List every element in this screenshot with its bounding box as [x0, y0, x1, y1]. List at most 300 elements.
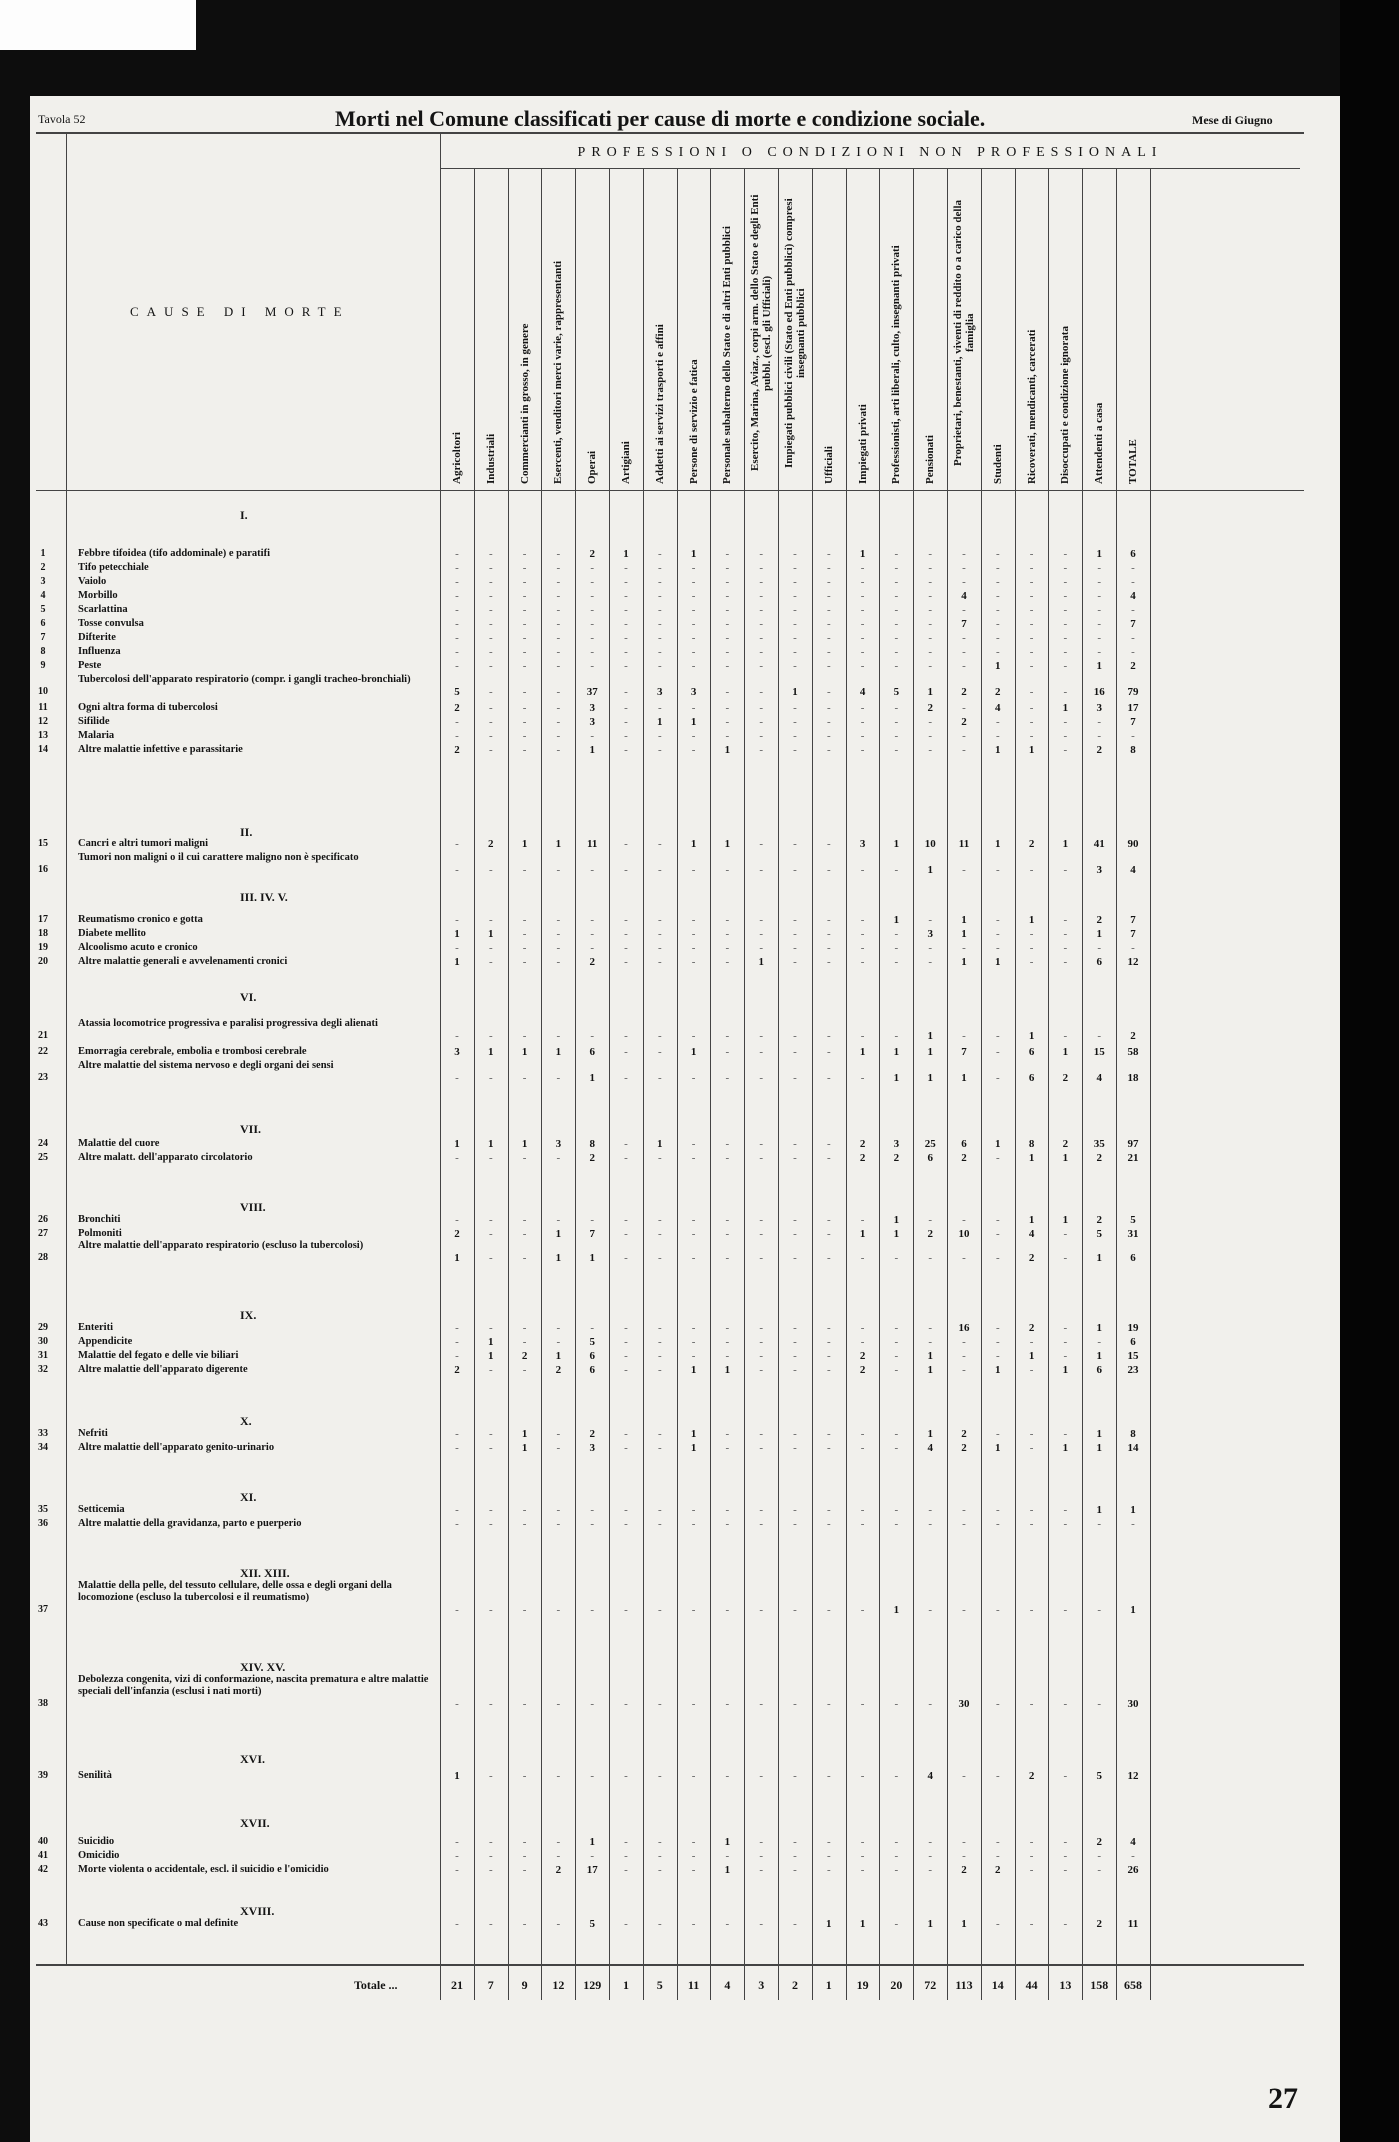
data-cell: 11 [586, 838, 598, 850]
data-cell: - [1029, 1698, 1034, 1710]
data-cell: - [860, 632, 865, 644]
data-cell: - [928, 1252, 933, 1264]
data-cell: - [725, 1442, 730, 1454]
data-cell: - [624, 618, 628, 630]
data-cell: - [522, 646, 527, 658]
data-cell: - [488, 1518, 493, 1530]
data-cell: - [894, 1836, 899, 1848]
data-cell: - [624, 1698, 628, 1710]
data-cell: - [657, 1428, 662, 1440]
data-cell: - [759, 1072, 764, 1084]
data-cell: - [793, 646, 797, 658]
cause-label: Suicidio [78, 1836, 115, 1847]
data-cell: - [1063, 1504, 1068, 1516]
data-cell: - [522, 702, 527, 714]
data-cell: - [522, 914, 527, 926]
cause-label: Scarlattina [78, 604, 128, 615]
data-cell: - [488, 1604, 493, 1616]
data-cell: - [826, 1322, 831, 1334]
data-cell: - [995, 1604, 1000, 1616]
data-cell: - [455, 864, 459, 876]
data-cell: - [522, 1364, 527, 1376]
data-cell: - [826, 590, 831, 602]
row-number: 17 [38, 914, 48, 925]
data-cell: - [860, 1770, 865, 1782]
data-cell: - [725, 730, 730, 742]
cause-label: Altre malattie dell'apparato genito-urinario [78, 1442, 275, 1453]
row-number: 25 [38, 1152, 48, 1163]
data-cell: 1 [521, 1428, 528, 1440]
data-cell: - [522, 1918, 527, 1930]
data-cell: - [860, 646, 865, 658]
data-cell: - [590, 1604, 595, 1616]
data-cell: - [488, 1322, 493, 1334]
data-cell: - [759, 1322, 764, 1334]
data-cell: 1 [995, 1364, 1001, 1376]
data-cell: - [928, 632, 933, 644]
data-cell: - [759, 1604, 764, 1616]
data-cell: - [488, 1698, 493, 1710]
data-cell: - [657, 1228, 662, 1240]
row-total-cell: 79 [1127, 686, 1139, 698]
data-cell: - [826, 1604, 831, 1616]
data-cell: - [657, 1770, 662, 1782]
data-cell: 1 [1028, 1214, 1035, 1226]
data-cell: - [556, 716, 561, 728]
cause-label: Debolezza congenita, vizi di conformazione, nascita prematura e altre malattie speciali dell'infanzia (esclusi i nati morti) [78, 1674, 429, 1697]
data-cell: - [860, 702, 865, 714]
data-cell: 1 [792, 686, 798, 698]
data-cell: - [488, 1918, 493, 1930]
data-cell: - [455, 660, 459, 672]
data-cell: - [624, 1350, 628, 1362]
cause-label: Altre malattie dell'apparato respiratorio (escluso la tubercolosi) [78, 1240, 364, 1251]
data-cell: - [556, 618, 561, 630]
data-cell: 3 [690, 686, 697, 698]
data-cell: - [488, 1152, 493, 1164]
data-cell: - [556, 1152, 561, 1164]
row-number: 6 [40, 618, 46, 629]
data-cell: - [556, 730, 561, 742]
data-cell: 1 [1096, 1350, 1102, 1362]
data-cell: - [455, 646, 459, 658]
data-cell: 1 [995, 660, 1001, 672]
data-cell: - [928, 1214, 933, 1226]
data-cell: - [691, 928, 696, 940]
data-cell: 1 [1028, 1030, 1035, 1042]
section-heading: XVII. [240, 1816, 270, 1830]
data-cell: - [657, 1836, 662, 1848]
data-cell: 1 [927, 864, 933, 876]
data-cell: 5 [893, 686, 900, 698]
data-cell: - [488, 914, 493, 926]
data-cell: 10 [958, 1228, 970, 1240]
total-cell: 9 [521, 1978, 528, 1992]
data-cell: - [556, 744, 561, 756]
data-cell: - [488, 632, 493, 644]
data-cell: - [860, 1336, 865, 1348]
data-cell: 1 [589, 1072, 595, 1084]
data-cell: 8 [1028, 1138, 1035, 1150]
data-cell: - [759, 576, 764, 588]
data-cell: - [657, 956, 662, 968]
data-cell: - [1063, 1350, 1068, 1362]
data-cell: - [1029, 1850, 1034, 1862]
data-cell: - [725, 956, 730, 968]
data-cell: - [894, 1030, 899, 1042]
data-cell: - [1029, 562, 1034, 574]
cause-label: Morte violenta o accidentale, escl. il suicidio e l'omicidio [78, 1864, 329, 1875]
row-total-cell: 90 [1127, 838, 1139, 850]
data-cell: - [556, 548, 561, 560]
cause-label: Altre malatt. dell'apparato circolatorio [78, 1152, 253, 1163]
column-header: Impiegati pubblici civili (Stato ed Enti pubblici) compresi insegnanti pubblici [782, 198, 807, 468]
row-total-cell: - [1131, 1850, 1135, 1862]
data-cell: - [1029, 702, 1034, 714]
data-cell: - [894, 1518, 899, 1530]
data-cell: - [759, 1698, 764, 1710]
data-cell: - [657, 1336, 662, 1348]
data-cell: - [793, 576, 797, 588]
data-cell: 2 [1096, 1152, 1102, 1164]
data-cell: - [657, 660, 662, 672]
data-cell: - [793, 956, 797, 968]
data-cell: - [556, 702, 561, 714]
data-cell: - [488, 1442, 493, 1454]
data-cell: - [1063, 590, 1068, 602]
data-cell: - [962, 1350, 966, 1362]
data-cell: - [759, 730, 764, 742]
row-number: 23 [38, 1072, 48, 1083]
data-cell: - [928, 576, 933, 588]
cause-label: Diabete mellito [78, 928, 146, 939]
data-cell: 2 [589, 1152, 595, 1164]
data-cell: - [793, 660, 797, 672]
data-cell: - [556, 1336, 561, 1348]
data-cell: 37 [586, 686, 598, 698]
data-cell: 2 [859, 1364, 866, 1376]
data-cell: - [691, 744, 696, 756]
data-cell: - [928, 1836, 933, 1848]
data-cell: - [826, 1072, 831, 1084]
data-cell: - [691, 864, 696, 876]
data-cell: - [1029, 1364, 1034, 1376]
data-cell: 1 [724, 838, 731, 850]
data-cell: 1 [893, 1604, 900, 1616]
data-cell: 25 [924, 1138, 936, 1150]
row-number: 13 [38, 730, 48, 741]
data-cell: 7 [589, 1228, 595, 1240]
data-cell: - [691, 1322, 696, 1334]
cause-label: Tumori non maligni o il cui carattere maligno non è specificato [78, 852, 359, 863]
column-header: Commercianti in grosso, in genere [518, 323, 531, 484]
data-cell: - [1063, 744, 1068, 756]
column-header: Artigiani [619, 441, 632, 484]
cause-label: Polmoniti [78, 1228, 122, 1239]
column-divider [1116, 168, 1117, 2000]
data-cell: - [657, 702, 662, 714]
data-cell: - [793, 1336, 797, 1348]
data-cell: - [1097, 942, 1102, 954]
data-cell: - [624, 1252, 628, 1264]
data-cell: - [556, 864, 561, 876]
data-cell: - [455, 1864, 459, 1876]
data-cell: - [657, 838, 662, 850]
data-cell: - [962, 744, 966, 756]
data-cell: - [624, 1428, 628, 1440]
data-cell: - [860, 1428, 865, 1440]
section-heading: XII. XIII. [240, 1566, 290, 1580]
data-cell: - [522, 1152, 527, 1164]
data-cell: 3 [589, 716, 595, 728]
data-cell: - [725, 618, 730, 630]
cause-label: Sifilide [78, 716, 110, 727]
data-cell: - [928, 548, 933, 560]
data-cell: 1 [1096, 660, 1102, 672]
row-number: 1 [40, 548, 46, 559]
data-cell: - [793, 1504, 797, 1516]
row-total-cell: 19 [1127, 1322, 1139, 1334]
data-cell: - [826, 744, 831, 756]
data-cell: - [1063, 1698, 1068, 1710]
data-cell: - [1063, 618, 1068, 630]
data-cell: - [657, 1364, 662, 1376]
data-cell: - [793, 1442, 797, 1454]
data-cell: - [455, 1428, 459, 1440]
data-cell: 1 [690, 548, 697, 560]
data-cell: - [590, 590, 595, 602]
data-cell: - [691, 632, 696, 644]
data-cell: - [556, 660, 561, 672]
data-cell: - [962, 942, 966, 954]
total-cell: 1 [623, 1978, 629, 1992]
data-cell: - [1063, 1518, 1068, 1530]
data-cell: 1 [1028, 1152, 1035, 1164]
data-cell: - [826, 730, 831, 742]
data-cell: - [1063, 864, 1068, 876]
data-cell: - [691, 914, 696, 926]
cause-label: Influenza [78, 646, 121, 657]
data-cell: - [488, 956, 493, 968]
data-cell: 1 [454, 1252, 460, 1264]
row-total-cell: 1 [1130, 1504, 1136, 1516]
data-cell: - [1029, 618, 1034, 630]
data-cell: - [928, 1864, 933, 1876]
data-cell: - [894, 1770, 899, 1782]
data-cell: - [725, 1350, 730, 1362]
data-cell: 1 [859, 1228, 866, 1240]
data-cell: 6 [589, 1350, 595, 1362]
data-cell: - [759, 1518, 764, 1530]
data-cell: - [556, 1518, 561, 1530]
data-cell: - [725, 1138, 730, 1150]
data-cell: - [624, 1442, 628, 1454]
data-cell: - [759, 1770, 764, 1782]
data-cell: - [624, 1770, 628, 1782]
cause-label: Atassia locomotrice progressiva e paralisi progressiva degli alienati [78, 1018, 378, 1029]
data-cell: - [894, 956, 899, 968]
data-cell: - [928, 646, 933, 658]
data-cell: - [488, 1850, 493, 1862]
data-cell: - [657, 1504, 662, 1516]
row-total-cell: 4 [1130, 1836, 1136, 1848]
data-cell: 1 [1062, 702, 1069, 714]
data-cell: - [1063, 562, 1068, 574]
data-cell: - [624, 914, 628, 926]
section-heading: X. [240, 1414, 252, 1428]
data-cell: - [1063, 1322, 1068, 1334]
data-cell: - [488, 618, 493, 630]
data-cell: - [928, 1504, 933, 1516]
cause-label: Peste [78, 660, 102, 671]
data-cell: - [522, 1504, 527, 1516]
data-cell: 3 [893, 1138, 900, 1150]
data-cell: - [455, 1836, 459, 1848]
data-cell: 16 [958, 1322, 970, 1334]
data-cell: - [894, 702, 899, 714]
data-cell: - [826, 1770, 831, 1782]
data-cell: - [624, 1504, 628, 1516]
row-number: 10 [38, 686, 48, 697]
data-cell: - [455, 1918, 459, 1930]
data-cell: - [995, 1518, 1000, 1530]
data-cell: 4 [927, 1442, 933, 1454]
data-cell: - [1063, 956, 1068, 968]
row-number: 22 [38, 1046, 48, 1057]
data-cell: 4 [859, 686, 866, 698]
data-cell: - [522, 864, 527, 876]
total-cell: 20 [890, 1978, 903, 1992]
data-cell: - [522, 744, 527, 756]
data-cell: - [793, 1214, 797, 1226]
data-cell: - [759, 838, 764, 850]
data-cell: - [657, 604, 662, 616]
data-cell: - [725, 864, 730, 876]
scan-right-edge [1340, 0, 1399, 2142]
data-cell: - [691, 660, 696, 672]
data-cell: - [826, 1442, 831, 1454]
data-cell: 1 [589, 1836, 595, 1848]
data-cell: - [759, 646, 764, 658]
data-cell: 3 [859, 838, 866, 850]
data-cell: 1 [1062, 1442, 1069, 1454]
data-cell: - [624, 744, 628, 756]
data-cell: 1 [521, 1138, 528, 1150]
data-cell: - [1063, 730, 1068, 742]
data-cell: - [657, 928, 662, 940]
group-heading: PROFESSIONI O CONDIZIONI NON PROFESSIONALI [577, 145, 1163, 160]
data-cell: - [657, 618, 662, 630]
data-cell: - [522, 1030, 527, 1042]
data-cell: - [556, 590, 561, 602]
data-cell: 3 [1096, 864, 1102, 876]
data-cell: - [522, 1228, 527, 1240]
data-cell: 2 [1096, 1836, 1102, 1848]
data-cell: - [691, 1864, 696, 1876]
total-cell: 113 [955, 1978, 973, 1992]
data-cell: - [894, 1698, 899, 1710]
row-total-cell: 2 [1130, 660, 1136, 672]
data-cell: - [759, 702, 764, 714]
data-cell: - [691, 1350, 696, 1362]
row-number: 40 [38, 1836, 48, 1847]
data-cell: - [1097, 646, 1102, 658]
data-cell: 2 [555, 1364, 562, 1376]
data-cell: 1 [521, 1046, 528, 1058]
data-cell: - [894, 1350, 899, 1362]
data-cell: 1 [589, 1252, 595, 1264]
data-cell: - [1063, 660, 1068, 672]
data-cell: - [894, 928, 899, 940]
data-cell: - [624, 730, 628, 742]
data-cell: - [522, 1252, 527, 1264]
data-cell: - [826, 1504, 831, 1516]
data-cell: - [556, 576, 561, 588]
column-divider [440, 132, 441, 2000]
row-number: 19 [38, 942, 48, 953]
data-cell: - [793, 1604, 797, 1616]
data-cell: - [455, 604, 459, 616]
data-cell: - [793, 562, 797, 574]
column-header: Addetti ai servizi trasporti e affini [653, 324, 666, 484]
data-cell: - [522, 716, 527, 728]
data-cell: - [793, 618, 797, 630]
data-cell: - [759, 604, 764, 616]
data-cell: 4 [927, 1770, 933, 1782]
data-cell: - [894, 1322, 899, 1334]
data-cell: - [995, 716, 1000, 728]
data-cell: - [793, 1030, 797, 1042]
data-cell: - [590, 1322, 595, 1334]
data-cell: - [488, 576, 493, 588]
data-cell: - [455, 1336, 459, 1348]
data-cell: - [826, 1138, 831, 1150]
data-cell: - [928, 604, 933, 616]
data-cell: - [590, 942, 595, 954]
data-cell: 1 [1062, 1364, 1069, 1376]
row-total-cell: - [1131, 1518, 1135, 1530]
data-cell: 1 [1096, 1252, 1102, 1264]
cause-label: Omicidio [78, 1850, 120, 1861]
data-cell: 10 [924, 838, 936, 850]
data-cell: - [725, 686, 730, 698]
data-cell: - [1097, 562, 1102, 574]
data-cell: - [1097, 716, 1102, 728]
data-cell: - [624, 1336, 628, 1348]
row-number: 37 [38, 1604, 48, 1615]
data-cell: - [894, 1336, 899, 1348]
data-cell: 1 [995, 838, 1001, 850]
data-cell: - [995, 548, 1000, 560]
group-rule [440, 168, 1300, 169]
totals-label: Totale ... [354, 1978, 398, 1992]
row-total-cell: - [1131, 632, 1135, 644]
data-cell: - [488, 660, 493, 672]
data-cell: - [759, 1364, 764, 1376]
data-cell: - [624, 576, 628, 588]
data-cell: - [860, 1698, 865, 1710]
data-cell: 2 [1096, 1214, 1102, 1226]
data-cell: - [1097, 576, 1102, 588]
data-cell: - [995, 590, 1000, 602]
data-cell: - [691, 1918, 696, 1930]
data-cell: 2 [1028, 1252, 1035, 1264]
data-cell: 1 [521, 1442, 528, 1454]
data-cell: - [725, 1518, 730, 1530]
row-total-cell: 7 [1130, 928, 1136, 940]
column-divider [1015, 168, 1016, 2000]
data-cell: - [624, 1138, 628, 1150]
